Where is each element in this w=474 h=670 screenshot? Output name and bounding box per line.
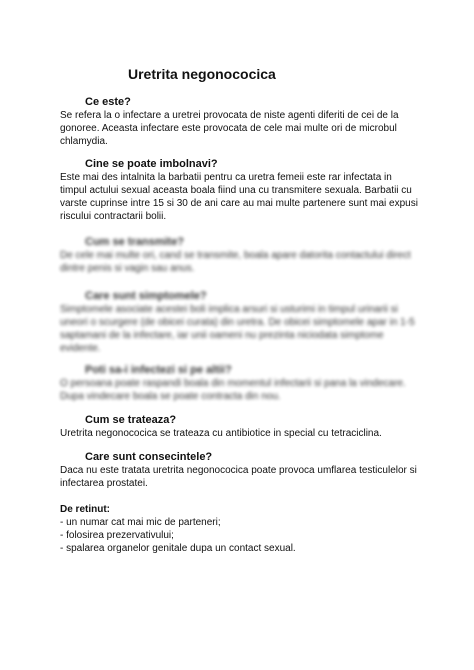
section-poti-infecta-pe-altii	[60, 364, 420, 403]
section-body: Se refera la o infectare a uretrei provocata de niste agenti diferiti de cei de la gonoree. Aceasta infectare este provocata de cele mai multe ori de microbul chlamydia.	[60, 110, 399, 147]
section-body: Daca nu este tratata uretrita negonococica poate provoca umflarea testiculelor si infectarea prostatei.	[60, 465, 417, 489]
section-cine-se-poate-imbolnavi	[60, 158, 420, 223]
retinut-list	[60, 516, 420, 555]
section-care-sunt-consecintele	[60, 451, 420, 490]
section-body: Este mai des intalnita la barbatii pentru ca uretra femeii este rar infectata in timpul actului sexual aceasta boala fiind una cu transmitere sexuala. Barbatii cu varste cuprinse intre 15 si 30 de ani care au mai multe partenere sunt mai expusi riscului contractarii bolii.	[60, 172, 418, 222]
section-heading: Poti sa-i infectezi si pe altii?	[85, 364, 232, 376]
section-ce-este	[60, 96, 420, 148]
section-body: Simptomele asociate acestei boli implica arsuri si usturimi in timpul urinarii si uneori o scurgere (de obicei curata) din uretra. De obicei simptomele apar in 1-5 saptamani de la infectare, iar unii oameni nu prezinta niciodata simptome evidente.	[60, 304, 415, 354]
section-heading: Cum se trateaza?	[85, 414, 177, 426]
section-heading: Ce este?	[85, 96, 131, 108]
section-cum-se-trateaza	[60, 414, 420, 440]
retinut-heading: De retinut:	[60, 504, 110, 515]
section-heading: Care sunt simptomele?	[85, 290, 207, 302]
section-body: O persoana poate raspandi boala din momentul infectarii si pana la vindecare. Dupa vindecare boala se poate contracta din nou.	[60, 378, 406, 402]
list-item: - folosirea prezervativului;	[60, 530, 174, 541]
document-title: Uretrita negonococica	[128, 66, 276, 82]
section-cum-se-transmite	[60, 236, 420, 275]
section-care-sunt-simptomele	[60, 290, 420, 355]
section-heading: Cum se transmite?	[85, 236, 185, 248]
section-heading: Care sunt consecintele?	[85, 451, 213, 463]
list-item: - un numar cat mai mic de parteneri;	[60, 517, 221, 528]
section-heading: Cine se poate imbolnavi?	[85, 158, 218, 170]
section-body: Uretrita negonococica se trateaza cu antibiotice in special cu tetraciclina.	[60, 428, 382, 439]
section-body: De cele mai multe ori, cand se transmite, boala apare datorita contactului direct dintre penis si vagin sau anus.	[60, 250, 411, 274]
section-de-retinut	[60, 504, 420, 555]
list-item: - spalarea organelor genitale dupa un contact sexual.	[60, 543, 296, 554]
